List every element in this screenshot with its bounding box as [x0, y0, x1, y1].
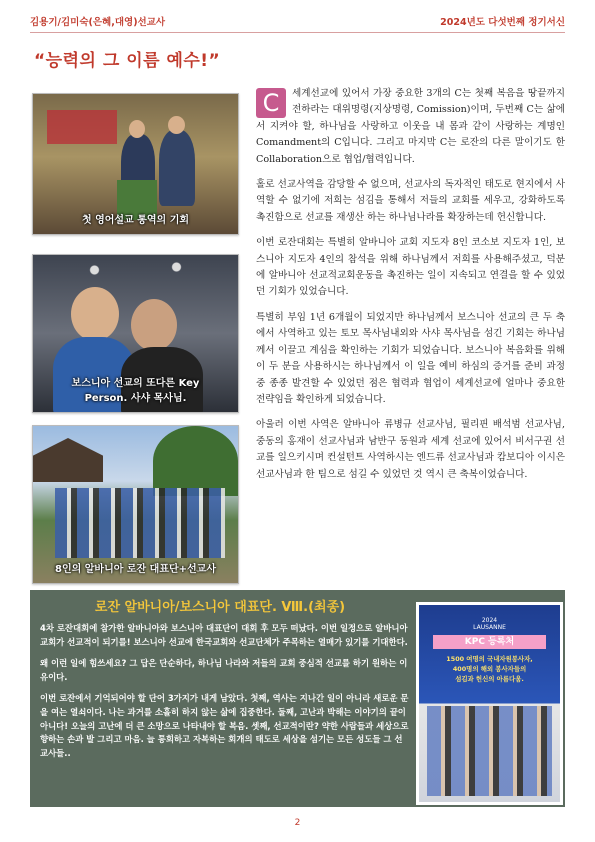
header-issue: 2024년도 다섯번째 정기서신 [440, 17, 565, 28]
photo-overlay-line: 400명의 해외 봉사자들의 [452, 665, 527, 673]
photo-overlay-line: 1500 여명의 국내자원봉사자, [446, 655, 533, 663]
page-number: 2 [294, 818, 301, 828]
group-people [427, 706, 552, 796]
box-paragraph: 왜 이런 일에 힘쓰세요? 그 답은 단순하다, 하나님 나라와 저들의 교회 중심적 선교를 하기 원하는 이유이다. [40, 658, 408, 682]
page-header [30, 14, 565, 30]
article-paragraph: 홀로 선교사역을 감당할 수 없으며, 선교사의 독자적인 태도로 현지에서 사역할 수 없기에 저희는 섬김을 통해서 저들의 교회를 세우고, 강화하도록 촉진함으로 선교를 재생산 하는 하나님나라를 확장하는데 헌신합니다. [256, 179, 565, 223]
photo-sermon-interpretation [32, 93, 239, 235]
box-paragraph: 이번 로잔에서 기억되어야 할 단어 3가지가 내게 남았다. 첫째, 역사는 지나간 일이 아니라 새로운 문을 여는 열쇠이다. 나는 과거를 소홀히 하지 않는 삶에 집중한다. 둘째, 고난과 박해는 이야기의 끝이 아니다! 오늘의 고난에 더 큰 소망으로 나타내야 할 복음. 셋째, 선교적이란? 약한 사람들과 세상으로 향하는 손과 발 그리고 마음. 늘 통회하고 자복하는 회개의 태도로 세상을 섬기는 모든 성도들 그 선교사들.. [40, 693, 409, 758]
kpc-sign: KPC 등록처 [433, 635, 546, 649]
box-heading: 로잔 알바니아/보스니아 대표단. Ⅷ.(최종) [94, 600, 346, 615]
header-divider [30, 32, 565, 33]
box-paragraph: 4차 로잔대회에 참가한 알바니아와 보스니아 대표단이 대회 후 모두 떠났다. 이번 일정으로 알바니아 교회가 선교적이 되기를! 보스니아 선교에 한국교회와 선교단체가 주목하는 열매가 있기를 기대한다. [40, 623, 408, 647]
photo-sasha-pastor [32, 254, 239, 413]
paragraph-text: 세계선교에 있어서 가장 중요한 3개의 C는 첫째 복음을 땅끝까지 전하라는 대위명령(지상명령, Comission)이며, 두번째 C는 삶에서 지켜야 할, 하나님을 사랑하고 이웃을 내 몸과 같이 사랑하는 계명인 Comandment의 C입니다. 그리고 마지막 C는 로잔의 다른 말이기도 한 Collaboration으로 협업/협력입니다. [256, 88, 565, 165]
temple-roof [33, 438, 103, 482]
article-paragraph: 특별히 부임 1년 6개월이 되었지만 하나님께서 보스니아 선교의 큰 두 축에서 사역하고 있는 토모 목사님내외와 사샤 목사님을 섬긴 기회는 하나님께서 이끌고 계심을 확인하는 기회가 되었습니다. 보스니아 복음화를 위해 이 두 분을 사용하시는 하나님께서 이 일을 예비 하심의 증거를 준비 과정 중 종종 발견할 수 있었던 점은 협력과 협업이 세계선교에 얼마나 중요한 전략임을 확인하게 되었습니다. [256, 311, 565, 405]
photo-albania-delegation [32, 425, 239, 584]
group-people [55, 488, 225, 558]
person-head [129, 120, 145, 138]
photo-kpc-registration [416, 602, 563, 805]
banner-text [419, 617, 560, 631]
banner-place: LAUSANNE [473, 624, 506, 631]
person-head [168, 116, 185, 134]
photo-caption: 8인의 알바니아 로잔 대표단+선교사 [54, 564, 217, 575]
header-author: 김용기/김미숙(은혜,대영)선교사 [30, 17, 166, 28]
ceiling-lights [33, 255, 238, 285]
delegation-box [30, 590, 565, 807]
photo-caption: 첫 영어설교 통역의 기회 [81, 215, 190, 226]
caption-line: Person. 사샤 목사님. [84, 393, 187, 404]
article-body [256, 86, 565, 492]
article-paragraph: 아울러 이번 사역은 알바니아 류병규 선교사님, 필리핀 배석범 선교사님, 중동의 홍재이 선교사님과 남반구 동원과 세계 선교에 있어서 비서구권 선교를 일으키시며 컨설턴트 사역하시는 엔드류 선교사님과 캄보디아 이시은 선교사님과 한 팀으로 섬길 수 있었던 것 역시 큰 축복이었습니다. [256, 419, 565, 480]
drop-cap: C [256, 88, 286, 118]
article-paragraph [256, 86, 565, 168]
box-text [40, 622, 410, 768]
tree-shape [153, 426, 238, 496]
person-head [71, 287, 119, 341]
article-paragraph: 이번 로잔대회는 특별히 알바니아 교회 지도자 8인 코소보 지도자 1인, 보스니아 지도자 4인의 참석을 위해 하나님께서 저희를 사용해주셨고, 덕분에 알바니아 선교적교회운동을 촉진하는 일이 지속되고 연결을 할 수 있었던 기회가 있었습니다. [256, 237, 565, 298]
photo-overlay-line: 섬김과 헌신의 아름다움. [455, 675, 524, 683]
page-title: “능력의 그 이름 예수!” [34, 51, 221, 71]
person-figure [159, 130, 195, 206]
person-head [131, 299, 177, 351]
caption-line: 보스니아 선교의 또다른 Key [71, 378, 200, 389]
photo-caption [33, 376, 238, 406]
banner-year: 2024 [481, 617, 498, 624]
banner-shape [47, 110, 117, 144]
